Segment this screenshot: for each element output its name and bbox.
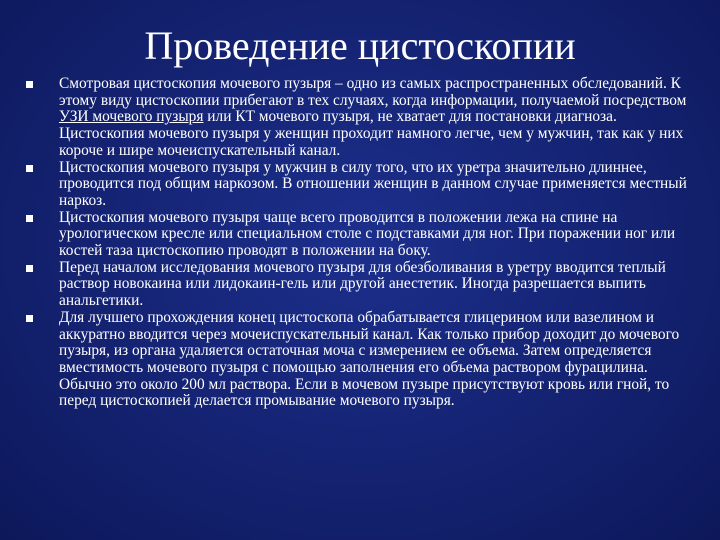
bullet-text-part: или КТ мочевого пузыря, не хватает для постановки диагноза. Цистоскопия мочевого пузыря у женщин проходит намного легче, чем у мужчин, так как у них короче и шире мочеиспускательный канал. bbox=[59, 108, 684, 159]
bullet-item bbox=[26, 260, 696, 310]
square-bullet-icon bbox=[26, 315, 33, 322]
bullet-item bbox=[26, 210, 696, 260]
slide-title: Проведение цистоскопии bbox=[144, 23, 576, 68]
bullet-text-part: Смотровая цистоскопия мочевого пузыря – одно из самых распространенных обследований. К этому виду цистоскопии прибегают в тех случаях, когда информации, получаемой посредством bbox=[59, 75, 687, 109]
bullet-item bbox=[26, 76, 696, 160]
bullet-text: Цистоскопия мочевого пузыря у мужчин в силу того, что их уретра значительно длиннее, проводится под общим наркозом. В отношении женщин в данном случае применяется местный наркоз. bbox=[59, 158, 687, 209]
square-bullet-icon bbox=[26, 81, 33, 88]
ultrasound-bladder-link[interactable]: УЗИ мочевого пузыря bbox=[59, 108, 204, 126]
square-bullet-icon bbox=[26, 165, 33, 172]
bullet-item bbox=[26, 310, 696, 410]
bullet-text: Перед началом исследования мочевого пузыря для обезболивания в уретру вводится теплый раствор новокаина или лидокаин-гель или другой анестетик. Иногда разрешается выпить анальгетики. bbox=[59, 258, 666, 310]
bullet-item bbox=[26, 160, 696, 210]
square-bullet-icon bbox=[26, 265, 33, 272]
bullet-text: Для лучшего прохождения конец цистоскопа обрабатывается глицерином или вазелином и аккуратно вводится через мочеиспускательный канал. Как только прибор доходит до мочевого пузыря, из органа удаляется остаточная моча с измерением ее объема. Затем определяется вместимость мочевого пузыря с помощью заполнения его объема раствором фурацилина. Обычно это около 200 мл раствора. Если в мочевом пузыре присутствуют кровь или гной, то перед цистоскопией делается промывание мочевого пузыря. bbox=[59, 308, 680, 410]
bullet-text: Цистоскопия мочевого пузыря чаще всего проводится в положении лежа на спине на урологическом кресле или специальном столе с подставками для ног. При поражении ног или костей таза цистоскопию проводят в положении на боку. bbox=[59, 208, 676, 260]
square-bullet-icon bbox=[26, 215, 33, 222]
bullet-list bbox=[26, 76, 696, 410]
